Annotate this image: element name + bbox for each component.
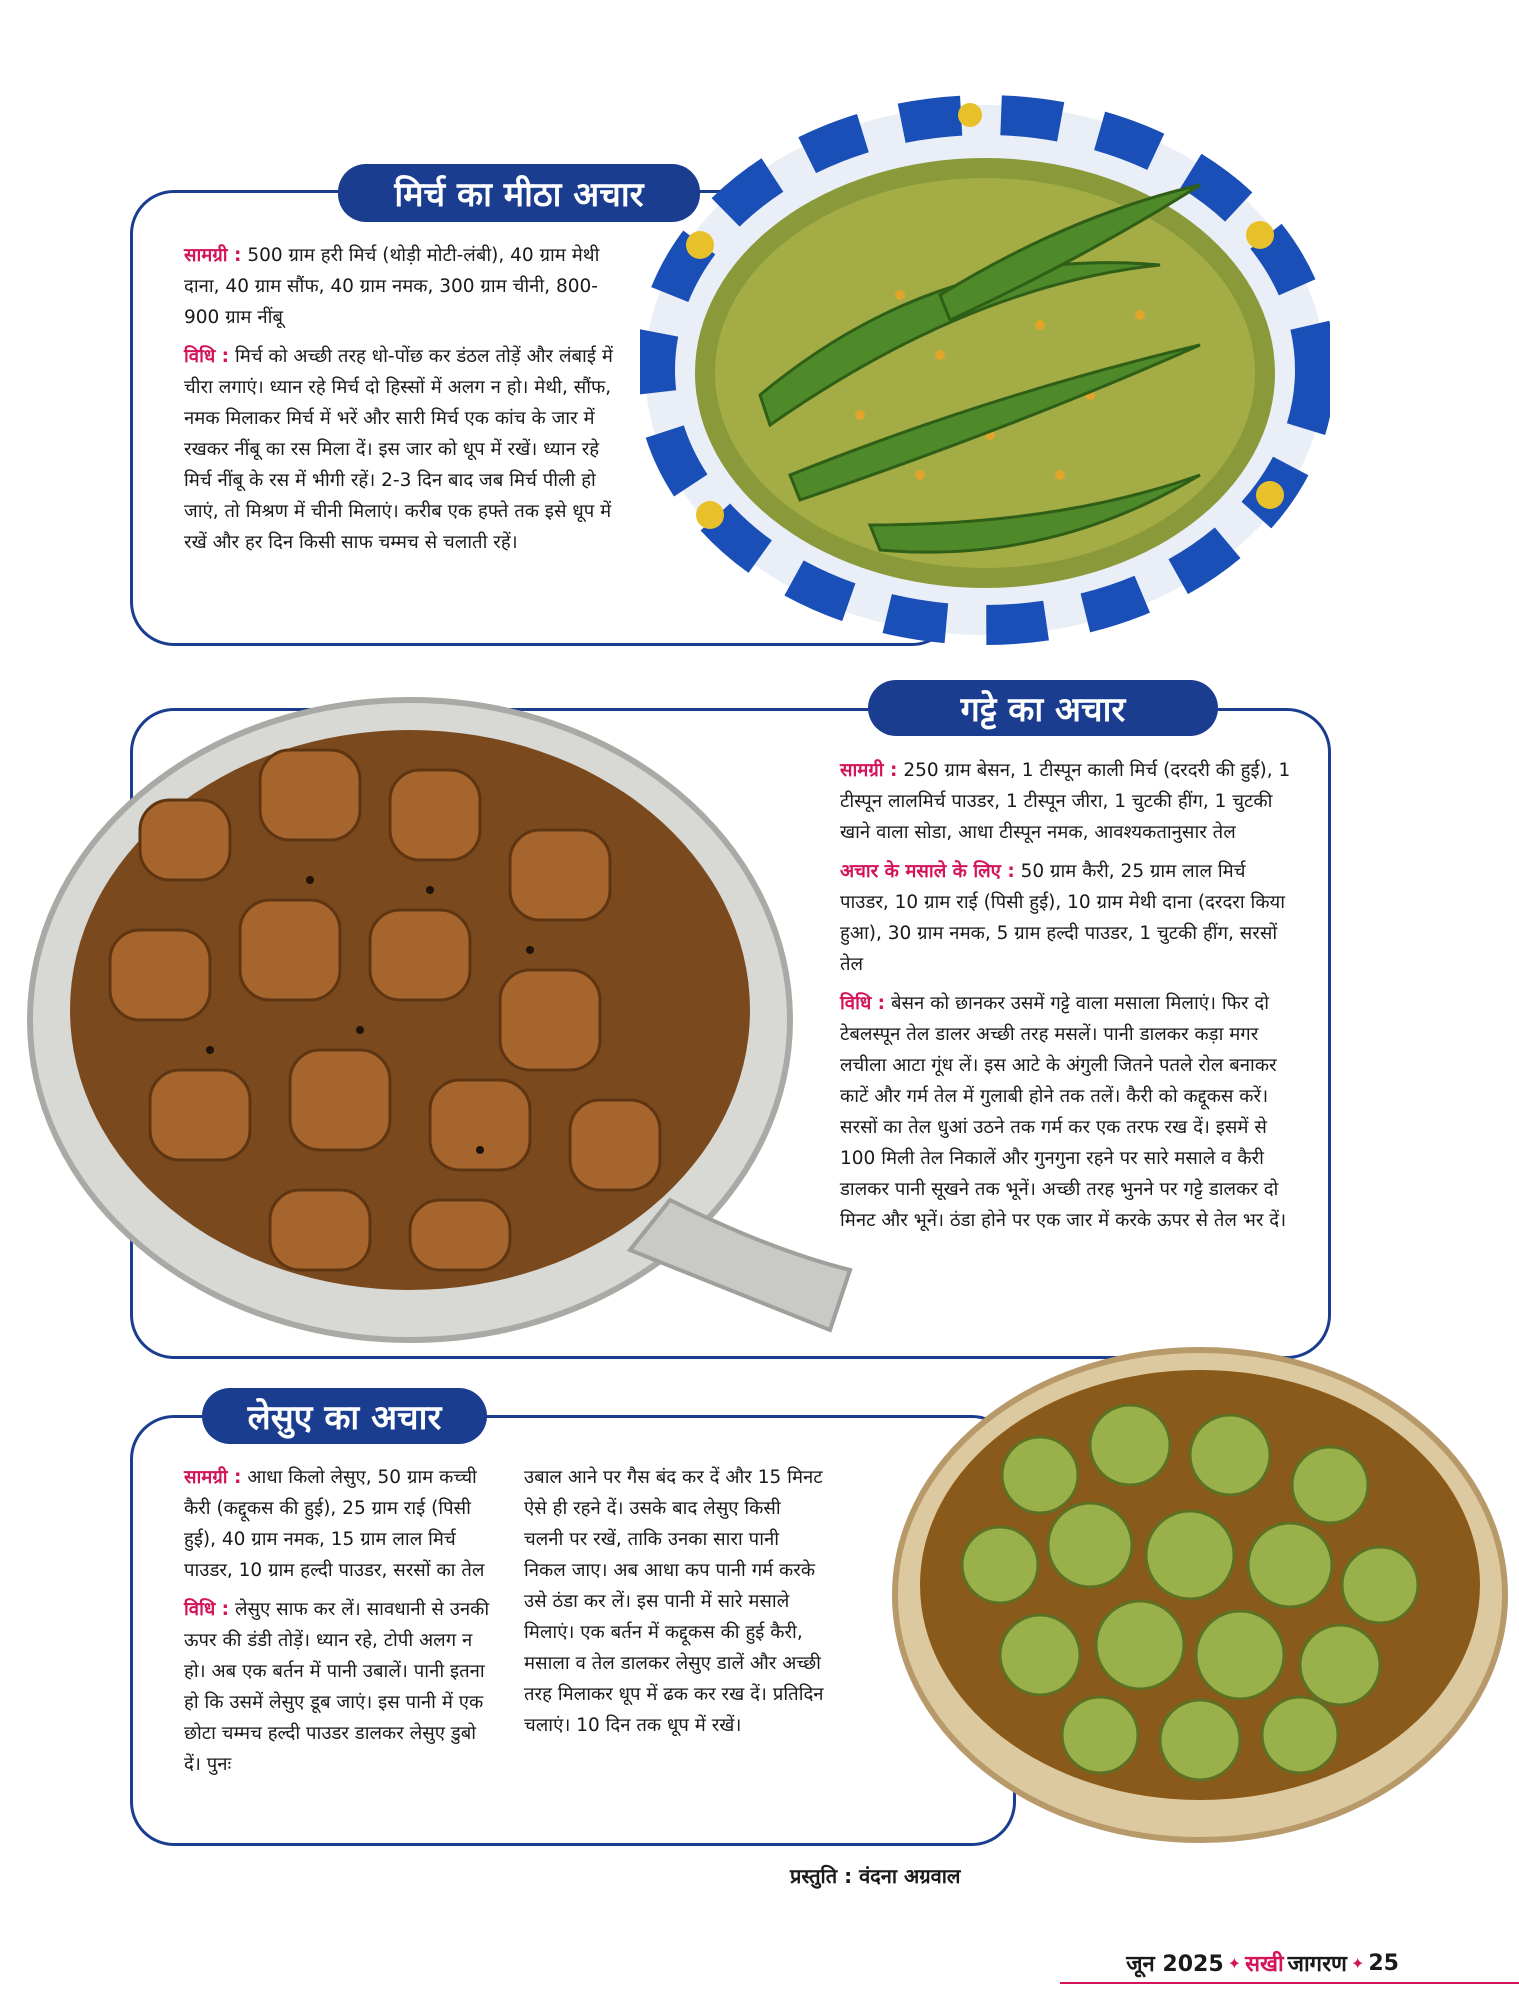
page-number: 25 <box>1368 1950 1399 1976</box>
recipe3-method-part2: उबाल आने पर गैस बंद कर दें और 15 मिनट ऐसे ही रहने दें। उसके बाद लेसुए किसी चलनी पर रखें, ताकि उनका सारा पानी निकल जाए। अब आधा कप पानी गर्म करके उसे ठंडा कर लें। इस पानी में सारे मसाले मिलाएं। एक बर्तन में कद्दूकस की हुई कैरी, मसाला व तेल डालकर लेसुए डालें और अच्छी तरह मिलाकर धूप में ढक कर रख दें। प्रतिदिन चलाएं। 10 दिन तक धूप में रखें। <box>524 1467 824 1736</box>
recipe1-ingredients-label: सामग्री : <box>184 245 242 266</box>
recipe1-ingredients: 500 ग्राम हरी मिर्च (थोड़ी मोटी-लंबी), 40 ग्राम मेथी दाना, 40 ग्राम सौंफ, 40 ग्राम नमक, 300 ग्राम चीनी, 800-900 ग्राम नींबू <box>184 245 600 328</box>
recipe3-title: लेसुए का अचार <box>202 1388 487 1444</box>
recipe2-method-label: विधि : <box>840 993 886 1014</box>
recipe3-method-part1: लेसुए साफ कर लें। सावधानी से उनकी ऊपर की डंडी तोड़ें। ध्यान रहे, टोपी अलग न हो। अब एक बर्तन में पानी उबालें। पानी इतना हो कि उसमें लेसुए डूब जाएं। इस पानी में एक छोटा चम्मच हल्दी पाउडर डालकर लेसुए डुबो दें। पुनः <box>184 1599 490 1775</box>
recipe2-masala: 50 ग्राम कैरी, 25 ग्राम लाल मिर्च पाउडर, 10 ग्राम राई (पिसी हुई), 10 ग्राम मेथी दाना (दरदरा किया हुआ), 30 ग्राम नमक, 5 ग्राम हल्दी पाउडर, 1 चुटकी हींग, सरसों तेल <box>840 861 1286 975</box>
footer-brand2: जागरण <box>1287 1952 1347 1977</box>
recipe3-method-label: विधि : <box>184 1599 230 1620</box>
recipe2-masala-label: अचार के मसाले के लिए : <box>840 861 1015 882</box>
footer-divider <box>1060 1982 1519 1984</box>
star-icon: ✦ <box>1350 1953 1365 1973</box>
green-chilli-pickle-bowl-image <box>640 95 1330 645</box>
recipe2-title: गट्टे का अचार <box>868 680 1218 736</box>
recipe2-ingredients-label: सामग्री : <box>840 760 898 781</box>
recipe1-method: मिर्च को अच्छी तरह धो-पोंछ कर डंठल तोड़ें और लंबाई में चीरा लगाएं। ध्यान रहे मिर्च दो हिस्सों में अलग न हो। मेथी, सौंफ, नमक मिलाकर मिर्च में भरें और सारी मिर्च एक कांच के जार में रखकर नींबू का रस मिला दें। इस जार को धूप में रखें। ध्यान रहे मिर्च नींबू के रस में भीगी रहें। 2-3 दिन बाद जब मिर्च पीली हो जाएं, तो मिश्रण में चीनी मिलाएं। करीब एक हफ्ते तक इसे धूप में रखें और हर दिन किसी साफ चम्मच से चलाती रहें। <box>184 346 613 553</box>
gatte-pickle-bowl-image <box>10 650 860 1350</box>
recipe-credit: प्रस्तुति : वंदना अग्रवाल <box>790 1864 961 1888</box>
footer-brand: सखी <box>1245 1952 1284 1977</box>
lesua-pickle-bowl-image <box>880 1335 1519 1855</box>
footer-issue: जून 2025 <box>1126 1952 1224 1977</box>
recipe3-ingredients: आधा किलो लेसुए, 50 ग्राम कच्ची कैरी (कद्दूकस की हुई), 25 ग्राम राई (पिसी हुई), 40 ग्राम नमक, 15 ग्राम लाल मिर्च पाउडर, 10 ग्राम हल्दी पाउडर, सरसों का तेल <box>184 1467 485 1581</box>
recipe3-ingredients-label: सामग्री : <box>184 1467 242 1488</box>
recipe3-text-col1 <box>184 1462 494 1788</box>
recipe2-text <box>840 755 1295 1244</box>
recipe1-title: मिर्च का मीठा अचार <box>338 164 700 222</box>
recipe1-method-label: विधि : <box>184 346 230 367</box>
star-icon: ✦ <box>1227 1953 1242 1973</box>
recipe3-text-col2 <box>524 1462 824 1749</box>
page-footer <box>1126 1948 1399 1978</box>
recipe1-text <box>184 240 616 566</box>
recipe2-method: बेसन को छानकर उसमें गट्टे वाला मसाला मिलाएं। फिर दो टेबलस्पून तेल डालर अच्छी तरह मसलें। पानी डालकर कड़ा मगर लचीला आटा गूंध लें। इस आटे के अंगुली जितने पतले रोल बनाकर काटें और गर्म तेल में गुलाबी होने तक तलें। कैरी को कद्दूकस करें। सरसों का तेल धुआं उठने तक गर्म कर एक तरफ रख दें। इसमें से 100 मिली तेल निकालें और गुनगुना रहने पर सारे मसाले व कैरी डालकर पानी सूखने तक भूनें। अच्छी तरह भुनने पर गट्टे डालकर दो मिनट और भूनें। ठंडा होने पर एक जार में करके ऊपर से तेल भर दें। <box>840 993 1287 1231</box>
recipe2-ingredients: 250 ग्राम बेसन, 1 टीस्पून काली मिर्च (दरदरी की हुई), 1 टीस्पून लालमिर्च पाउडर, 1 टीस्पून जीरा, 1 चुटकी हींग, 1 चुटकी खाने वाला सोडा, आधा टीस्पून नमक, आवश्यकतानुसार तेल <box>840 760 1291 843</box>
